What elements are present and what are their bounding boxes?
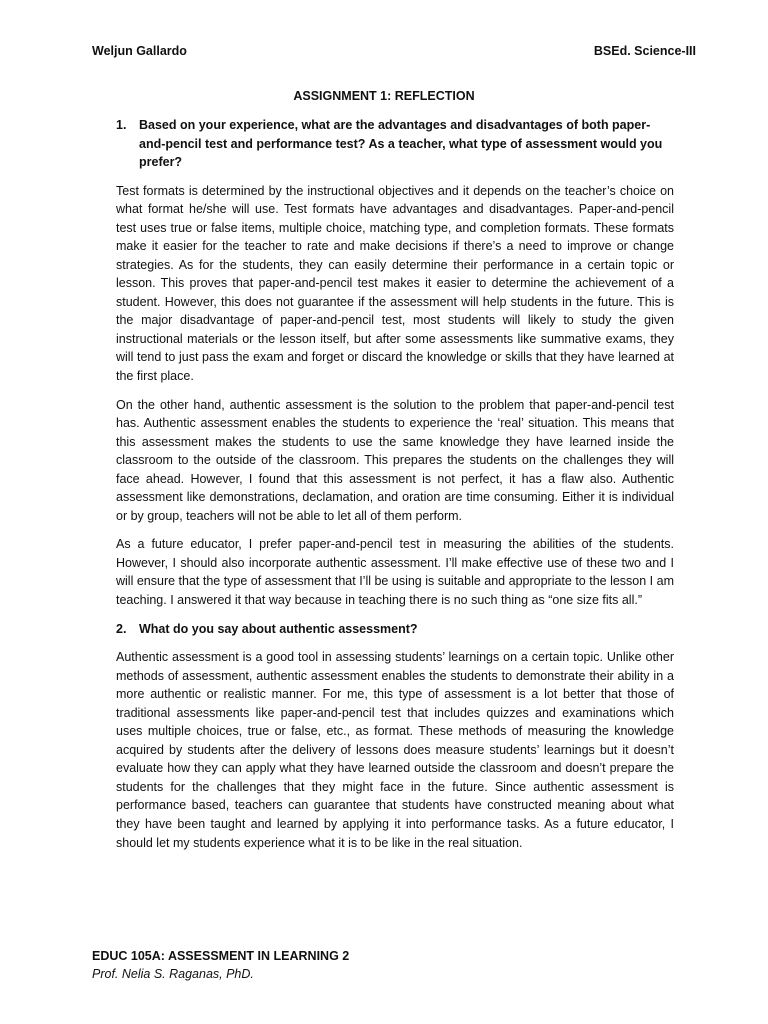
- document-body: [116, 116, 674, 852]
- course-title: EDUC 105A: ASSESSMENT IN LEARNING 2: [92, 949, 350, 963]
- answer-1-paragraph-1: Test formats is determined by the instructional objectives and it depends on the teacher’s choice on what format he/she will use. Test formats have advantages and disadvantages. Paper-and-pencil test uses true or false items, multiple choice, matching type, and completion formats. These formats make it easier for the teacher to rate and make decisions if there’s a need to improve or change strategies. As for the students, they can easily determine their performance in a certain topic or lesson. This proves that paper-and-pencil test makes it easier to determine the achievement of a student. However, this does not guarantee if the assessment will help students in the future. This is the major disadvantage of paper-and-pencil test, most students will likely to study the given instructional materials or the lesson itself, but after some assessments like summative exams, they will tend to just pass the exam and forget or discard the knowledge or skills that they have learned at the first place.: [116, 183, 674, 383]
- question-1-text: Based on your experience, what are the advantages and disadvantages of both paper-and-pencil test and performance test? As a teacher, what type of assessment would you prefer?: [139, 118, 663, 169]
- answer-1-paragraph-2: On the other hand, authentic assessment is the solution to the problem that paper-and-pencil test has. Authentic assessment enables the students to experience the ‘real’ situation. This means that this assessment makes the students to use the same knowledge they have learned inside the classroom to the outside of the classroom. This prepares the students on the challenges they will face ahead. However, I found that this assessment is not perfect, it has a flaw also. Authentic assessment like demonstrations, declamation, and oration are time consuming. Either it is individual or by group, teachers will not be able to let all of them perform.: [116, 397, 674, 523]
- question-1-number: 1.: [116, 118, 127, 132]
- question-2: [116, 620, 674, 639]
- question-1: [116, 116, 674, 172]
- answer-1-paragraph-3: As a future educator, I prefer paper-and-pencil test in measuring the abilities of the students. However, I should also incorporate authentic assessment. I’ll make effective use of these two and I will ensure that the type of assessment that I’ll be using is suitable and appropriate to the lesson I am teaching. I answered it that way because in teaching there is no such thing as “one size fits all.”: [116, 537, 674, 607]
- author-name: Weljun Gallardo: [92, 44, 187, 58]
- program-label: BSEd. Science-III: [593, 44, 696, 58]
- page-header: [92, 44, 696, 58]
- answer-2-paragraph-1: Authentic assessment is a good tool in assessing students’ learnings on a certain topic. Unlike other methods of assessment, authentic assessment enables the students to demonstrate their ability in a more authentic or realistic manner. For me, this type of assessment is a lot better that those of traditional assessments like paper-and-pencil test that includes quizzes and examinations which uses multiple choices, true or false, etc., as format. These methods of measuring the knowledge acquired by students after the delivery of lessons does measure students’ learnings but it doesn’t evaluate how they can apply what they have learned outside the classroom and doesn’t prepare the students for the challenges that they might face in the future. Since authentic assessment is performance based, teachers can guarantee that students have constructed meaning about what they have been taught and learned by applying it into performance tasks. As a future educator, I should let my students experience what it is to be like in the real situation.: [116, 650, 674, 850]
- professor-name: Prof. Nelia S. Raganas, PhD.: [92, 967, 254, 981]
- question-2-number: 2.: [116, 621, 127, 636]
- assignment-title: ASSIGNMENT 1: REFLECTION: [293, 89, 475, 103]
- question-2-text: What do you say about authentic assessment?: [139, 621, 418, 636]
- page-footer: [92, 947, 349, 983]
